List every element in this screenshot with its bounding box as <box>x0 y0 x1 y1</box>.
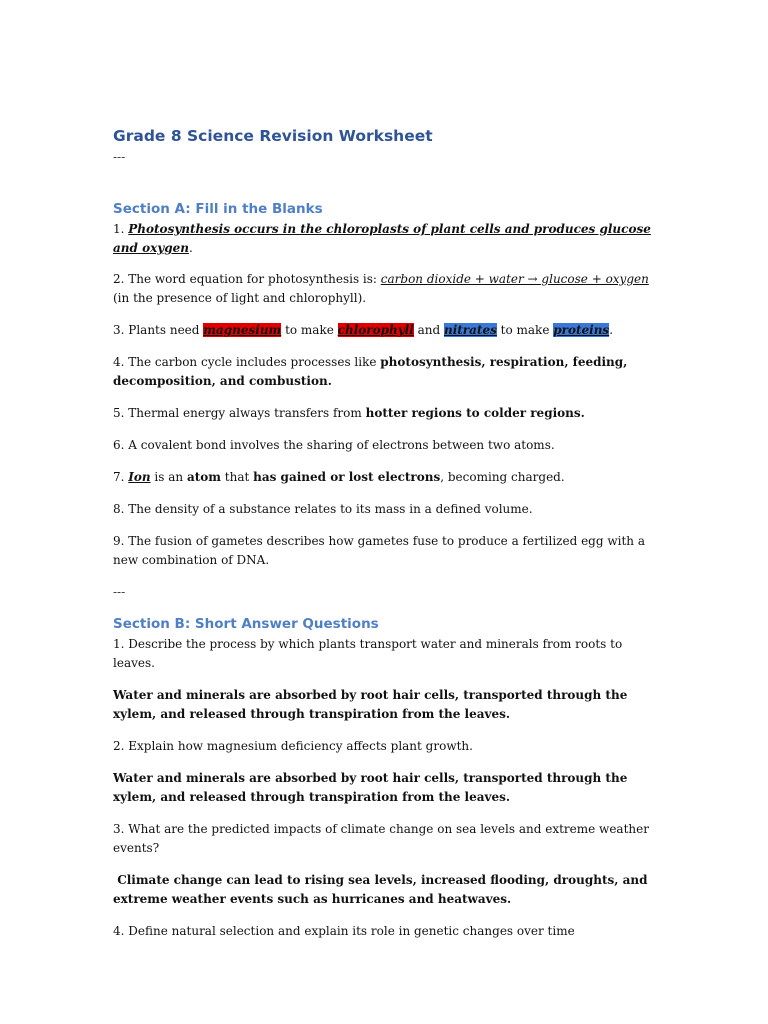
section-a-heading: Section A: Fill in the Blanks <box>113 201 323 217</box>
question-text: to make <box>281 323 338 337</box>
worksheet-title: Grade 8 Science Revision Worksheet <box>113 127 433 145</box>
answer-text: photosynthesis, respiration, feeding, decomposition, and combustion. <box>113 355 628 388</box>
question-b3: 3. What are the predicted impacts of climate change on sea levels and extreme weather events? <box>113 822 649 855</box>
question-a3 <box>113 321 658 340</box>
question-b2: 2. Explain how magnesium deficiency affects plant growth. <box>113 739 473 753</box>
answer-proteins: proteins <box>553 323 610 337</box>
question-text: and <box>413 323 444 337</box>
answer-magnesium: magnesium <box>203 323 282 337</box>
question-a9: 9. The fusion of gametes describes how gametes fuse to produce a fertilized egg with a new combination of DNA. <box>113 534 645 567</box>
section-b-heading: Section B: Short Answer Questions <box>113 616 379 632</box>
question-a8: 8. The density of a substance relates to its mass in a defined volume. <box>113 502 533 516</box>
document-body <box>113 125 658 941</box>
word-equation: carbon dioxide + water → glucose + oxygen <box>380 272 649 286</box>
question-a7 <box>113 468 658 487</box>
answer-chlorophyll: chlorophyll <box>337 323 414 337</box>
punctuation: . <box>609 323 614 337</box>
answer-text: hotter regions to colder regions. <box>365 406 585 420</box>
answer-electrons: has gained or lost electrons <box>253 470 441 484</box>
question-b1: 1. Describe the process by which plants transport water and minerals from roots to leaves. <box>113 637 623 670</box>
answer-b1: Water and minerals are absorbed by root hair cells, transported through the xylem, and released through transpiration from the leaves. <box>113 688 628 721</box>
answer-ion: Ion <box>128 470 151 484</box>
answer-b2: Water and minerals are absorbed by root hair cells, transported through the xylem, and released through transpiration from the leaves. <box>113 771 628 804</box>
question-a2 <box>113 270 658 308</box>
answer-nitrates: nitrates <box>443 323 497 337</box>
answer-b3: Climate change can lead to rising sea levels, increased flooding, droughts, and extreme weather events such as hurricanes and heatwaves. <box>113 873 652 906</box>
punctuation: . <box>188 241 193 255</box>
question-text-end: (in the presence of light and chlorophyll). <box>113 291 367 305</box>
question-text: 2. The word equation for photosynthesis is: <box>113 272 381 286</box>
question-a5 <box>113 404 658 423</box>
separator: --- <box>113 150 126 164</box>
question-text: is an <box>150 470 187 484</box>
question-number: 1. <box>113 222 129 236</box>
question-number: 7. <box>113 470 129 484</box>
answer-text: Photosynthesis occurs in the chloroplasts of plant cells and produces glucose and oxygen <box>113 222 651 255</box>
question-text: 5. Thermal energy always transfers from <box>113 406 366 420</box>
question-text: 3. Plants need <box>113 323 204 337</box>
answer-atom: atom <box>186 470 221 484</box>
question-text: that <box>220 470 254 484</box>
question-text: 4. The carbon cycle includes processes like <box>113 355 381 369</box>
question-b4: 4. Define natural selection and explain its role in genetic changes over time <box>113 924 575 938</box>
separator: --- <box>113 585 126 599</box>
question-text: to make <box>496 323 554 337</box>
question-a6: 6. A covalent bond involves the sharing of electrons between two atoms. <box>113 438 555 452</box>
question-text: , becoming charged. <box>440 470 565 484</box>
question-a4 <box>113 353 658 391</box>
question-a1 <box>113 220 658 258</box>
